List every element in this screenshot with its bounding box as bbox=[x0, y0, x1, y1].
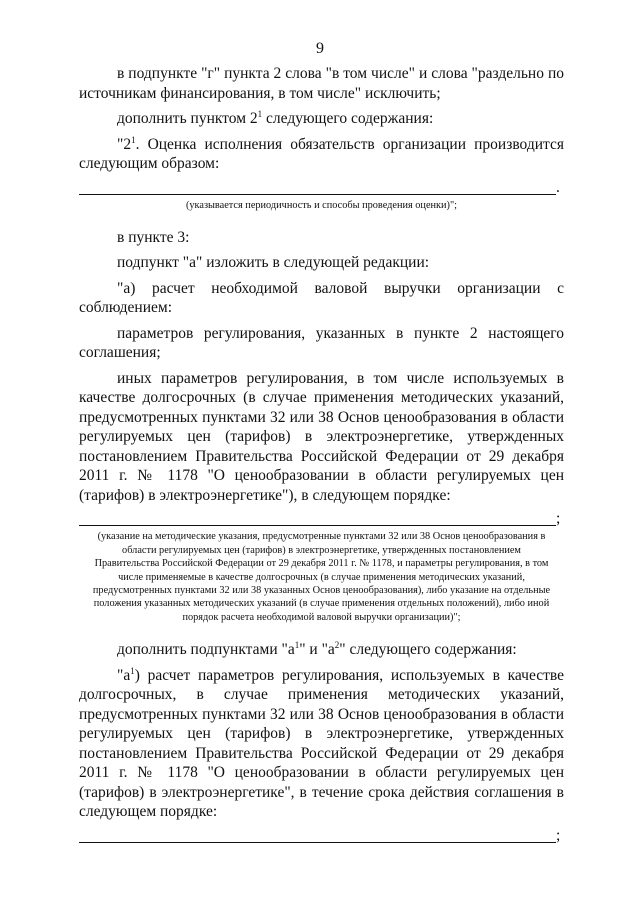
blank-fill-line-2: ; bbox=[79, 511, 564, 526]
paragraph-subpoint-a: "а) расчет необходимой валовой выручки организации с соблюдением: bbox=[79, 279, 564, 317]
paragraph-point-3: в пункте 3: bbox=[117, 228, 190, 246]
document-body bbox=[79, 64, 564, 843]
footnote-methodology: (указание на методические указания, предусмотренные пунктами 32 или 38 Основ ценообразования в области регулируемых цен (тарифов) в электроэнергетике, утвержденных постановлением Правительства Российской Федерации от 29 декабря 2011 г. № 1178, и параметры регулирования, в том числе применяемые в качестве долгосрочных (в случае применения методических указаний, предусмотренных пунктами 32 или 38 указанных Основ ценообразования), либо указание на отдельные положения указанных методических указаний (в случае применения отдельных положений), либо иной порядок расчета необходимой валовой выручки организации)"; bbox=[92, 531, 551, 623]
paragraph-add-point: дополнить пунктом $2^1$ следующего содержания: bbox=[117, 108, 434, 127]
blank-line bbox=[79, 828, 556, 843]
blank-fill-line-3: ; bbox=[79, 828, 564, 843]
paragraph-add-subpoints: дополнить подпунктами "$а^1$" и "$а^2$" следующего содержания: bbox=[117, 640, 517, 659]
paragraph-other-params: иных параметров регулирования, в том числе используемых в качестве долгосрочных (в случае применения методических указаний, предусмотренных пунктами 32 или 38 Основ ценообразования в области регулируемых цен (тарифов) в электроэнергетике, утвержденных постановлением Правительства Российской Федерации от 29 декабря 2011 г. № 1178 "О ценообразовании в области регулируемых цен (тарифов) в электроэнергетике"), в следующем порядке: bbox=[79, 369, 564, 504]
paragraph-regulation-params: параметров регулирования, указанных в пункте 2 настоящего соглашения; bbox=[79, 324, 564, 362]
paragraph-point-2-1: "$2^1$. Оценка исполнения обязательств организации производится следующим образом: bbox=[79, 134, 564, 172]
page-number: 9 bbox=[316, 40, 324, 57]
blank-line bbox=[79, 511, 556, 526]
blank-line bbox=[79, 180, 556, 195]
footnote-assessment: (указывается периодичность и способы проведения оценки)"; bbox=[185, 199, 458, 211]
paragraph-amend-subpoint-g: в подпункте "г" пункта 2 слова "в том числе" и слова "раздельно по источникам финансирования, в том числе" исключить; bbox=[79, 65, 564, 102]
blank-fill-line-1: . bbox=[79, 180, 564, 195]
paragraph-subpoint-a-intro: подпункт "а" изложить в следующей редакции: bbox=[117, 254, 430, 272]
paragraph-subpoint-a1: "$а^1$) расчет параметров регулирования, используемых в качестве долгосрочных, в случае применения методических указаний, предусмотренных пунктами 32 или 38 Основ ценообразования в области регулируемых цен (тарифов) в электроэнергетике, утвержденных постановлением Правительства Российской Федерации от 29 декабря 2011 г. № 1178 "О ценообразовании в области регулируемых цен (тарифов) в электроэнергетике", в течение срока действия соглашения в следующем порядке: bbox=[79, 665, 564, 821]
